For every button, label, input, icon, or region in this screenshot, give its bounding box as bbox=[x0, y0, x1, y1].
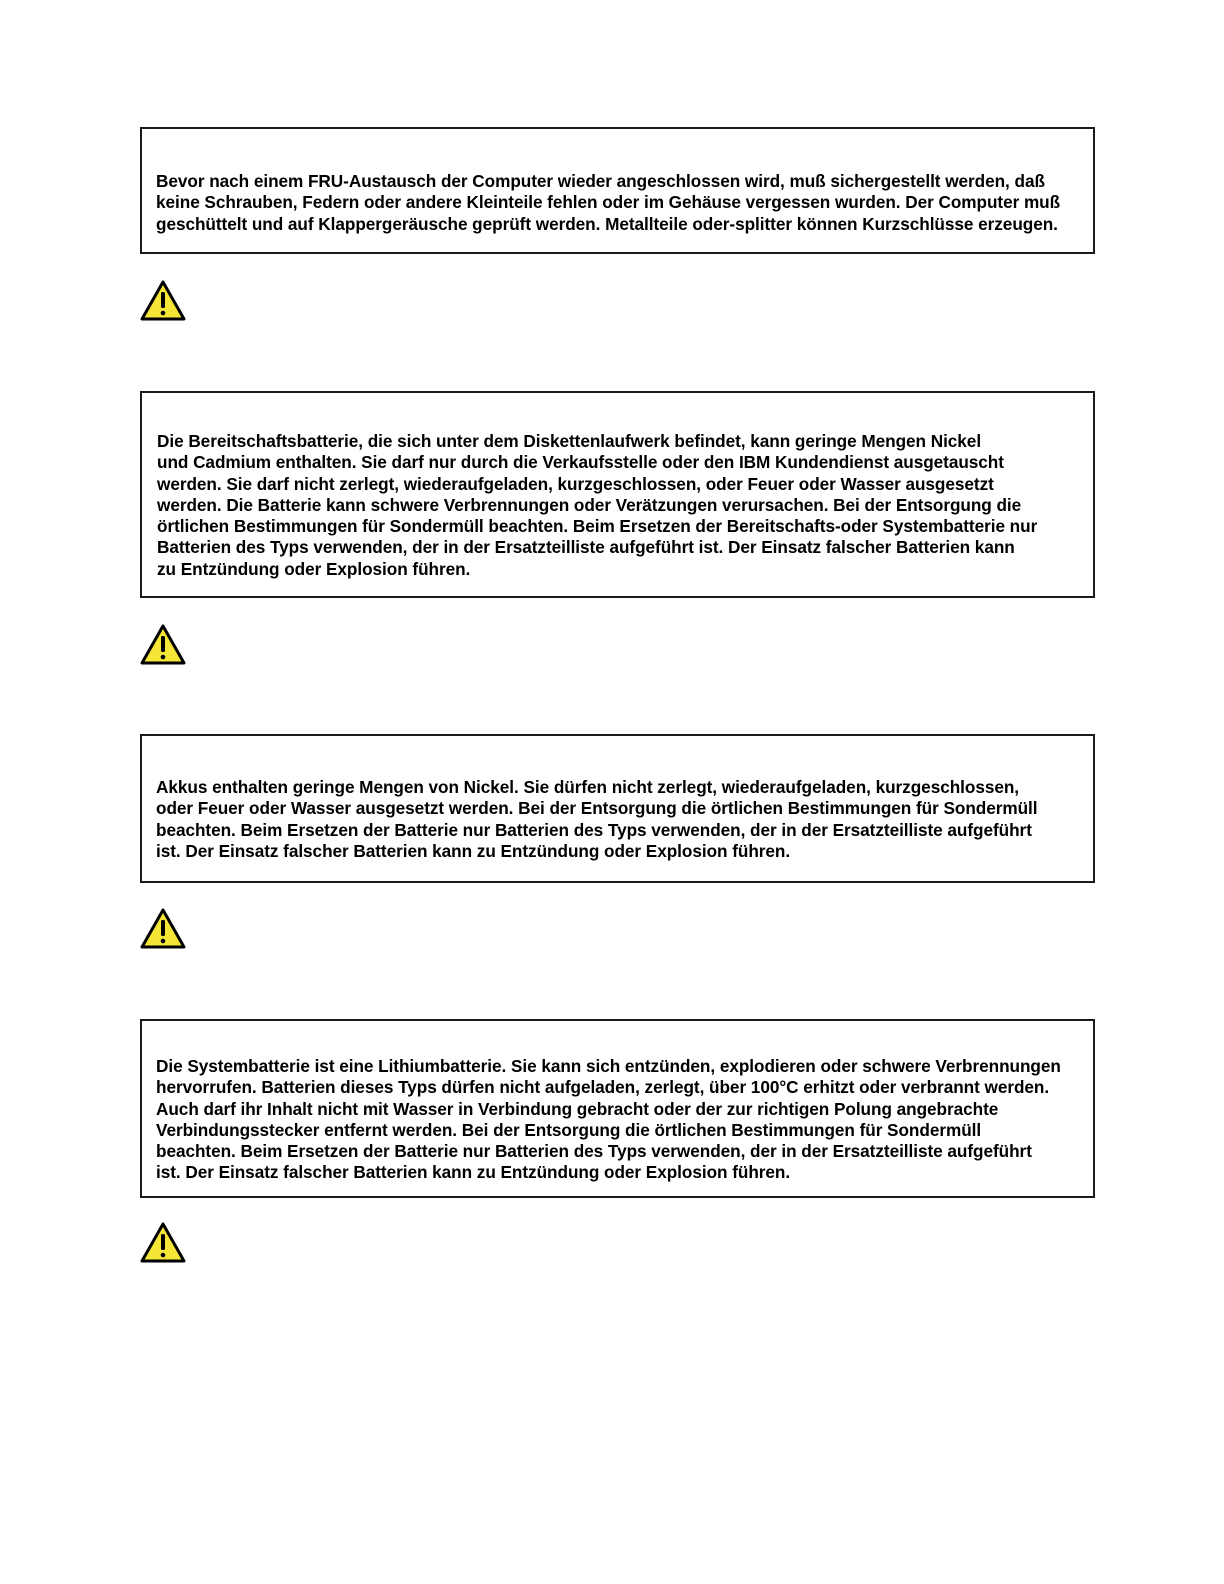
notice-line: Die Systembatterie ist eine Lithiumbatterie. Sie kann sich entzünden, explodieren oder schwere Verbrennungen bbox=[156, 1056, 1061, 1076]
notice-line: Auch darf ihr Inhalt nicht mit Wasser in Verbindung gebracht oder der zur richtigen Polung angebrachte bbox=[156, 1098, 999, 1119]
notice-line: hervorrufen. Batterien dieses Typs dürfen nicht aufgeladen, zerlegt, über 100°C erhitzt oder verbrannt werden. bbox=[156, 1077, 1050, 1098]
notice-box-standby-battery bbox=[140, 391, 1095, 598]
warning-triangle-icon bbox=[140, 1221, 186, 1263]
notice-line: beachten. Beim Ersetzen der Batterie nur Batterien des Typs verwenden, der in der Ersatzteilliste aufgeführt bbox=[156, 819, 1032, 840]
notice-text bbox=[157, 431, 1091, 580]
notice-box-fru-replacement bbox=[140, 127, 1095, 254]
notice-line: örtlichen Bestimmungen für Sondermüll beachten. Beim Ersetzen der Bereitschafts-oder Systembatterie nur bbox=[157, 516, 1038, 537]
notice-line: Batterien des Typs verwenden, der in der Ersatzteilliste aufgeführt ist. Der Einsatz falscher Batterien kann bbox=[157, 537, 1015, 558]
notice-line: Akkus enthalten geringe Mengen von Nickel. Sie dürfen nicht zerlegt, wiederaufgeladen, kurzgeschlossen, bbox=[156, 777, 1020, 797]
warning-triangle-icon bbox=[140, 623, 186, 665]
notice-line: werden. Die Batterie kann schwere Verbrennungen oder Verätzungen verursachen. Bei der Entsorgung die bbox=[157, 494, 1022, 515]
notice-line: Verbindungsstecker entfernt werden. Bei der Entsorgung die örtlichen Bestimmungen für Sondermüll bbox=[156, 1119, 982, 1140]
notice-box-nickel-battery bbox=[140, 734, 1095, 883]
notice-line: oder Feuer oder Wasser ausgesetzt werden. Bei der Entsorgung die örtlichen Bestimmungen für Sondermüll bbox=[156, 798, 1038, 819]
warning-triangle-icon bbox=[140, 279, 186, 321]
notice-line: beachten. Beim Ersetzen der Batterie nur Batterien des Typs verwenden, der in der Ersatzteilliste aufgeführt bbox=[156, 1141, 1032, 1162]
notice-line: Bevor nach einem FRU-Austausch der Computer wieder angeschlossen wird, muß sichergestellt werden, daß bbox=[156, 171, 1045, 191]
notice-box-lithium-battery bbox=[140, 1019, 1095, 1198]
notice-line: keine Schrauben, Federn oder andere Kleinteile fehlen oder im Gehäuse vergessen wurden. Der Computer muß bbox=[156, 192, 1061, 213]
notice-line: ist. Der Einsatz falscher Batterien kann zu Entzündung oder Explosion führen. bbox=[156, 840, 791, 861]
notice-line: zu Entzündung oder Explosion führen. bbox=[157, 558, 471, 579]
warning-triangle-icon bbox=[140, 907, 186, 949]
notice-line: werden. Sie darf nicht zerlegt, wiederaufgeladen, kurzgeschlossen, oder Feuer oder Wasser ausgesetzt bbox=[157, 473, 994, 494]
notice-line: und Cadmium enthalten. Sie darf nur durch die Verkaufsstelle oder den IBM Kundendienst ausgetauscht bbox=[157, 452, 1004, 473]
notice-line: Die Bereitschaftsbatterie, die sich unter dem Diskettenlaufwerk befindet, kann geringe Mengen Nickel bbox=[157, 431, 982, 451]
notice-text bbox=[156, 777, 1091, 862]
notice-text bbox=[156, 171, 1091, 235]
notice-line: ist. Der Einsatz falscher Batterien kann zu Entzündung oder Explosion führen. bbox=[156, 1162, 791, 1183]
notice-line: geschüttelt und auf Klappergeräusche geprüft werden. Metallteile oder-splitter können Kurzschlüsse erzeugen. bbox=[156, 213, 1058, 234]
notice-text bbox=[156, 1056, 1091, 1184]
